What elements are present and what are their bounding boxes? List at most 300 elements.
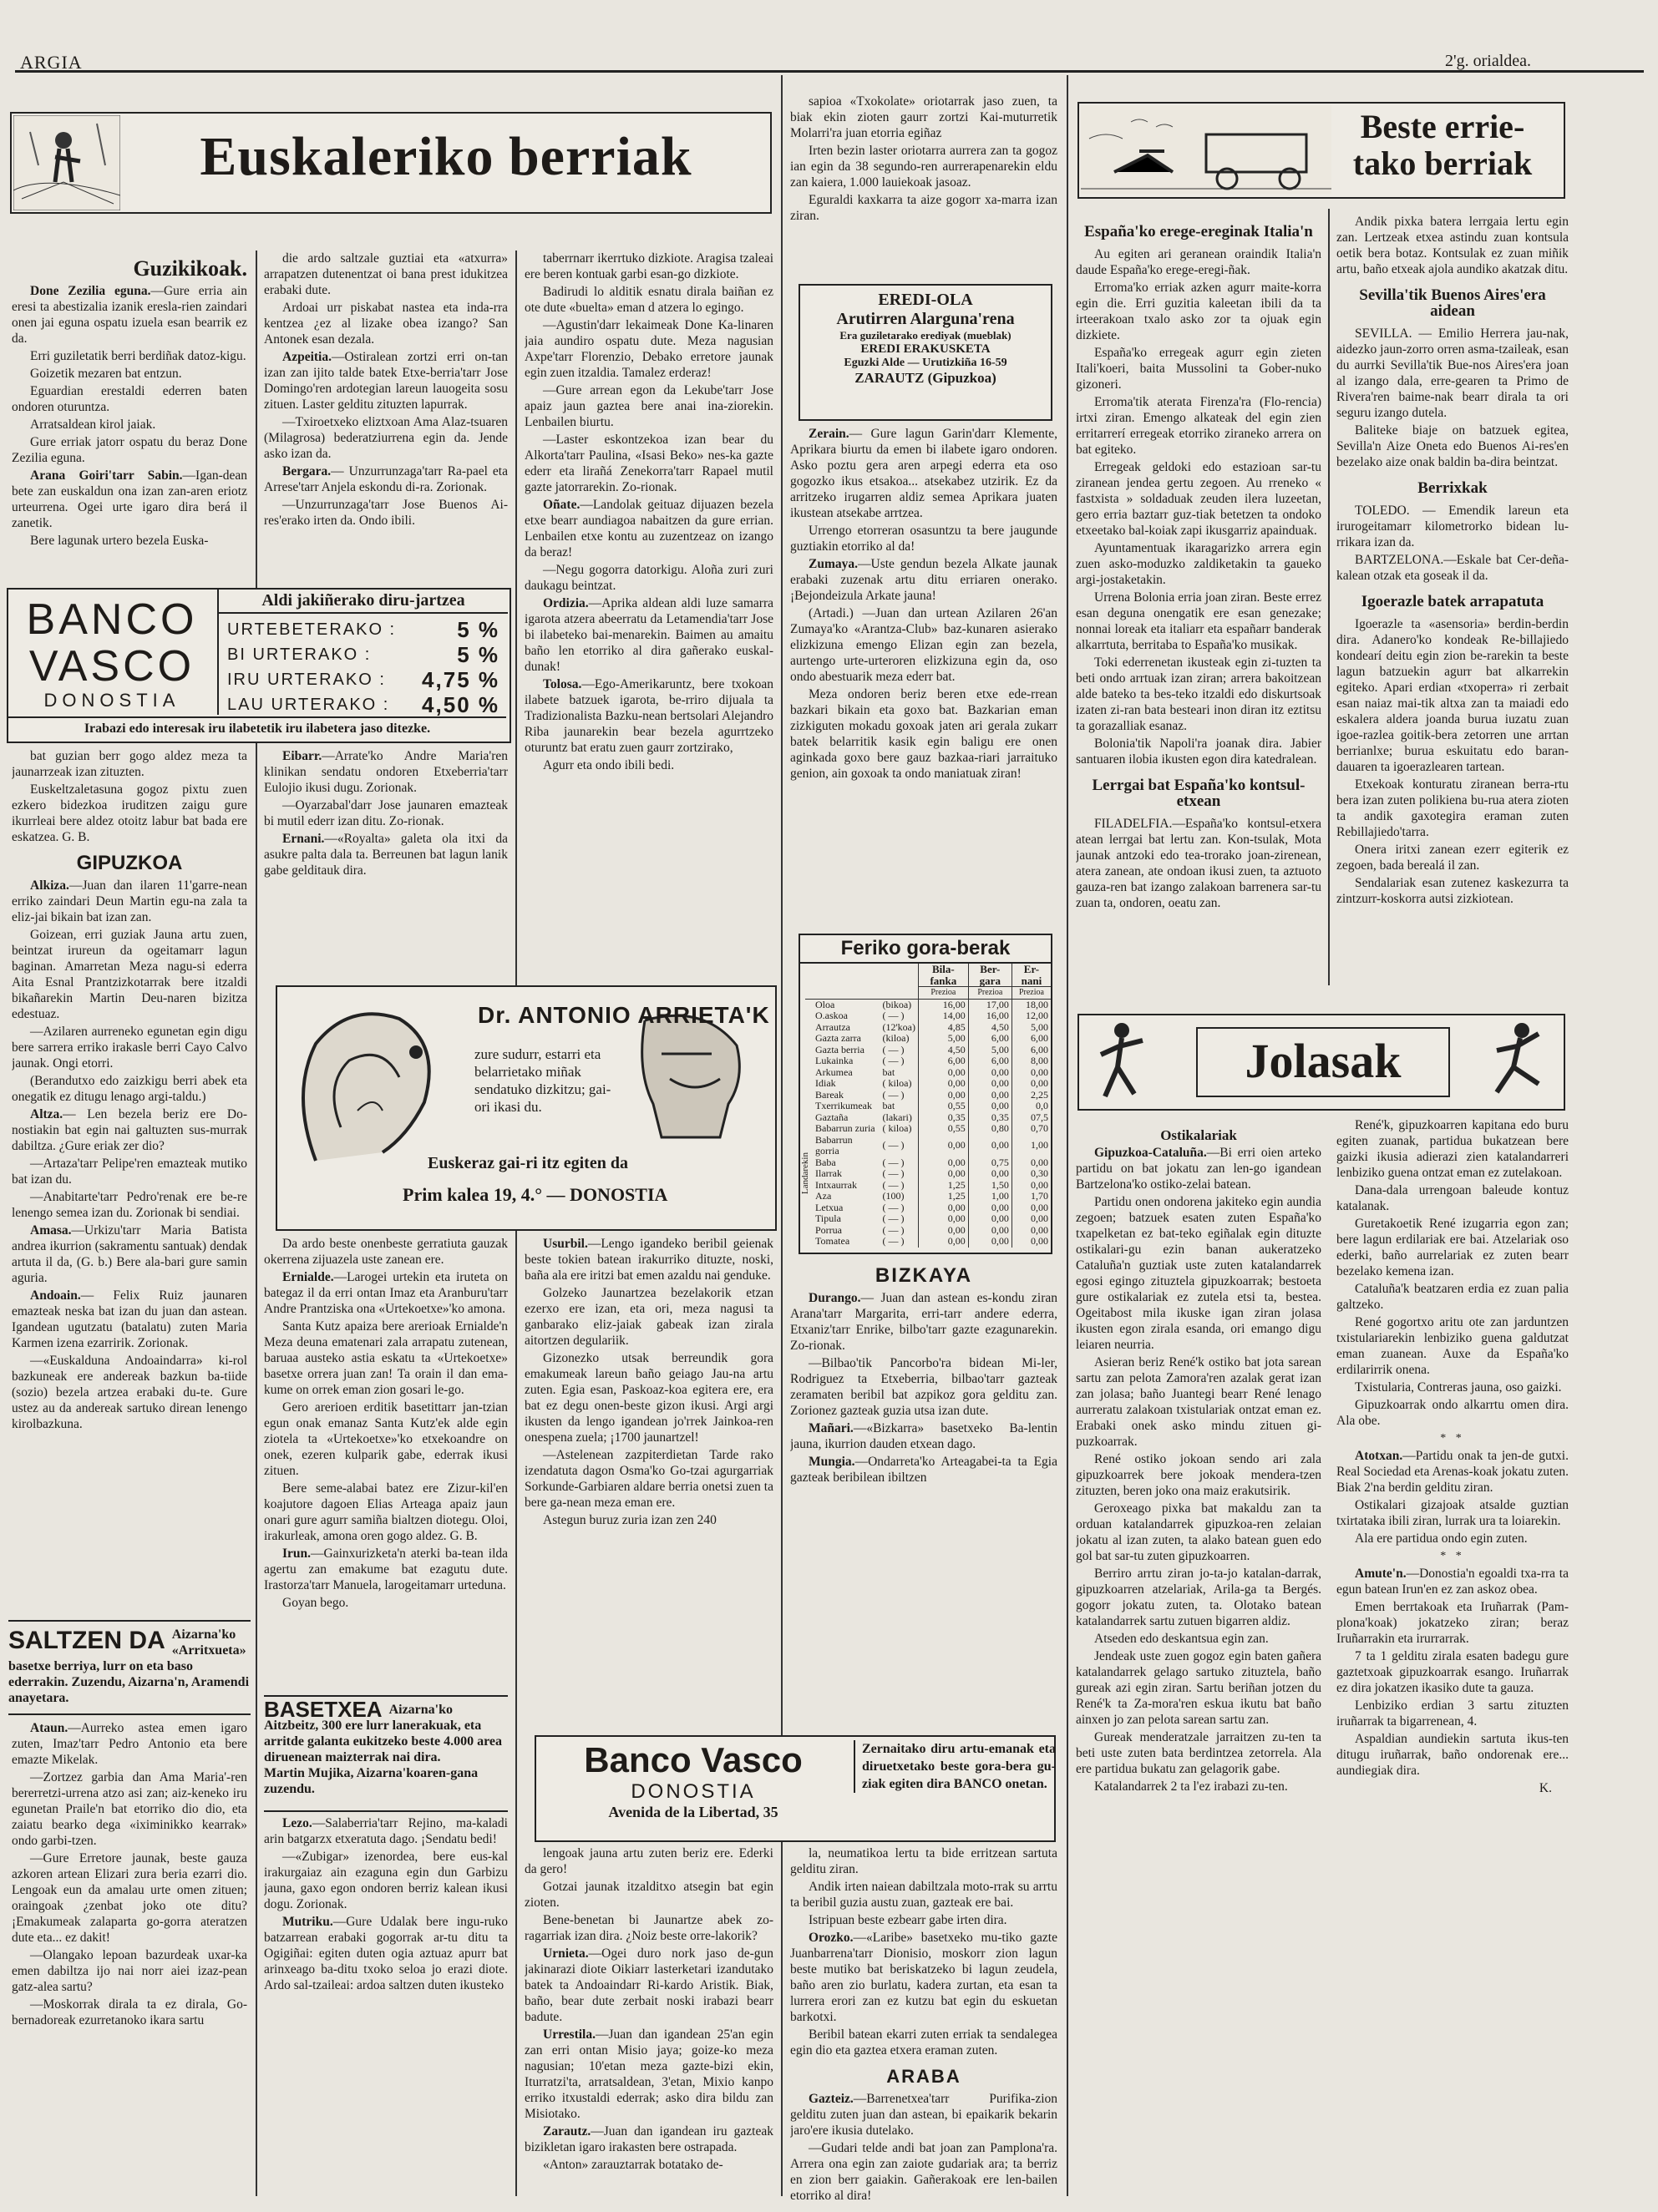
paragraph: 7 ta 1 gelditu zirala esaten badegu gure gaztetxoak gipuzkoarrak esango. Iruñarrak ez dira jokatzen ikasiko dute ta gauza. [1336,1649,1569,1695]
paragraph: René ostiko jokoan sendo ari zala gipuzkoarrek bere jokoak mendera-tzen zituzten, beren joko ona maiz erakutsirik. [1076,1452,1321,1498]
article-col4-bottom [790,1845,1057,2204]
paragraph: —Zortzez garbia dan Ama Maria'-ren bererretzi-urrena atzo asi zan; aiz-keneko iru egunetan Praile'n bat etorriko dio dio, eta zaiatu bearko dega «iximinikko kearrak» ondo garbi-tzen. [12,1770,247,1848]
paragraph: —«Euskalduna Andoaindarra» ki-rol bazkuneak ere andereak bazkun ba-tiide (sozio) bezela artzea erabaki du-te. Gure ustez au da andereak sartuko direan lenengo kirolbazkuna. [12,1354,247,1431]
paragraph-lead: Urnieta. [543,1946,589,1961]
ad-banco-vasco-rates [7,588,511,743]
price-col-header: Er-nani [1012,964,1051,987]
ad-rate-value: 5 % [457,642,499,667]
ad-rate-row [227,642,499,667]
paragraph: Gizonezko utsak berreundik gora emakumeak lareun baño geiago Jau-na artu zuten. Egia esan, Paskoaz-koa egitera ere, era bat ez degu onen-beste gizon ikusi. Argi argi ikusten da lengo igandean jo'rrek Jainkoa-ren onespena zuela; ¡1700 jaunartzel! [525,1351,773,1445]
article-col2-bottom [264,1815,508,2204]
paragraph: —Lengo igandeko beribil geienak beste tokien batean irakurriko dituzte, noski, baña ala ere iritzi bat emen azaldu nai genduke. [525,1237,773,1283]
paragraph: Au egiten ari geranean oraindik Italia'n daude España'ko erege-eregi-ñak. [1076,247,1321,277]
price-cell: ( — ) [882,1167,905,1179]
column-divider [256,251,257,2196]
paragraph: Bere seme-alabai batez ere Zizur-kil'en koajutore dagoen Elias Arteaga apaiz jaun onari gure agurr samiña bialtzen diotegu. Oloi, irakurleak, amona oren gogo aldez. G. B. [264,1481,508,1543]
price-cell: 0,00 [1012,1213,1051,1225]
paragraph: sapioa «Txokolate» oriotarrak jaso zuen, ta biak ekin zioten gaurr zortzi Kai-muturretik Molarri'ra juan etorria egiñaz [790,94,1057,140]
price-row [805,1236,1051,1248]
ad-saltzen-title: SALTZEN DA [8,1627,165,1654]
paragraph: Andik irten naiean dabiltzala moto-rrak su arrtu ta beribil guzia austu zuan, gazteak ere bai. [790,1880,1057,1910]
paragraph: —Ostiralean zortzi erri on-tan izan zan ijito talde batek Etxe-berria'tarr Jose Domingo'ren ardotegian lareun lauogeita sosu zituen. Laster gelditu zituzten lapurrak. [264,350,508,412]
price-row [805,1033,1051,1045]
price-cell: 0,00 [968,1236,1012,1248]
paragraph: Katalandarrek 2 ta l'ez irabazi zu-ten. [1094,1779,1288,1794]
paragraph: Gure erriak jatorr ospatu du beraz Done Zezilia eguna. [12,435,247,465]
banner-left [10,112,772,214]
paragraph-lead: Amute'n. [1355,1567,1407,1581]
price-cell: 0,00 [1012,1180,1051,1192]
ad-dentist-name: Dr. ANTONIO ARRIETA'K [478,1002,770,1028]
paragraph: (Artadi.) —Juan dan urtean Azilaren 26'an Zumaya'ko «Arantza-Club» baz-kunaren asierako elizkizuna emengo Elizan egin zan bezela, aurtengo urte-urteroren elizkizuna egin da, oso ondo abestuarik meza ederr bat. [790,606,1057,684]
paragraph: —Negu gogorra datorkigu. Aloña zuri zuri daukagu beintzat. [525,563,773,593]
ad-rates-footnote: Irabazi edo interesak iru ilabetetik iru ilabetera jaso ditezke. [8,716,506,736]
price-row [805,1213,1051,1225]
paragraph: Emen berrtakoak eta Iruñarrak (Pam-plona'koak) jokatzeko ziran; beraz Iruñarrakin eta irurrarrak. [1336,1600,1569,1646]
paragraph: SEVILLA. — Emilio Herrera jau-nak, aidezko jaun-zorro orren asma-tzaileak, esan du aurrki Sevilla'tik Bue-nos Aires'era joan al izango dala, erre-gearen ta Primo de Rivera'ren baime-nak bearr dirala ta ori seguru izango dutela. [1336,326,1569,420]
article-guzikikoak [12,251,247,585]
ad-eredi-address: Eguzki Alde — Urutizkiña 16-59 [844,357,1007,369]
price-table-title: Feriko gora-berak [800,935,1051,964]
price-cell: ( — ) [882,1235,905,1247]
price-cell: 0,00 [918,1213,968,1225]
price-row [805,1157,1051,1169]
price-cell: 0,00 [918,1168,968,1180]
paragraph: Meza ondoren beriz beren etxe ede-rrean bazkari bikain eta goxo bat. Bazkarian eman zizkiguten mokadu goxoak jaten ari gerala zukarr batek belarritik kasik egin baligu ere onen aginkada goxo bere gauz bazkaa-riari jarraituko genion, ain goxoak ta ondo maniatuak ziran! [790,687,1057,781]
ad-dentist-text: zure sudurr, estarri eta belarrietako miñak sendatuko dizkitzu; gai-ori ikasi du. [474,1046,611,1115]
paragraph: TOLEDO. — Emendik lareun eta irurogeitamarr kilometrorko bidean lu-rrikara izan da. [1336,504,1569,549]
article-col2-lower [264,1236,508,1687]
price-col-header: Bila-fanka [918,964,968,987]
price-cell: bat [882,1066,895,1078]
ad-bank-text: Zernaitako diru artu-emanak eta diruetxetako beste gora-bera gu-ziak egiten dira BANCO onetan. [854,1740,1056,1793]
paragraph-lead: Gipuzkoa-Cataluña. [1094,1146,1207,1160]
price-cell: (12'koa) [882,1020,915,1033]
paragraph-lead: Mañari. [809,1421,854,1435]
paragraph: Onera iritxi zanean ezerr egiterik ez zegoen, bada berealá il zan. [1336,843,1569,873]
banner-left-title: Euskaleriko berriak [200,126,692,187]
paragraph: —Gudari telde andi bat joan zan Pamplona'ra. Arrera ona egin zan zaiote gudariak ara; ta berriz en zion berr gaiakin. Gañerakoak ere len-bailen etorriko al dira! [790,2141,1057,2203]
football-player-icon [1084,1017,1159,1106]
price-cell: Idiak [815,1077,836,1089]
price-cell: 6,00 [968,1033,1012,1045]
paragraph: Dana-dala urrengoan baleude kontuz katalanak. [1336,1183,1569,1213]
price-subheader: Prezioa [1012,987,1051,1000]
ad-rate-label: IRU URTERAKO : [227,671,386,689]
paragraph: —Juan dan igandean 25'an egin zan erri ontan Misio jaya; goize-ko meza nagusian; 10'etan meza gazte-bizi ekin, Iturratzi'ta, arratsaldean, 3'etan, Mixio kanpo erriko itxustaldi ederrak; asko dira bildu zan Misiotako. [525,2027,773,2121]
price-cell: Oloa [815,998,835,1010]
farmer-illustration-icon [13,115,120,210]
price-cell: 0,35 [968,1112,1012,1124]
price-cell: Gazta zarra [815,1032,861,1044]
paragraph: Berriro arrtu ziran jo-ta-jo katalan-darrak, gipuzkoarren atzelariak, Arila-ga ta Bergés. gogorr jokatu zuten, ta. Olotako batean katalandarrek sartu zutuen bigarren aldiz. [1076,1567,1321,1628]
price-cell: 0,00 [918,1067,968,1079]
paragraph: —Aprika aldean aldi luze samarra igarota atzera abeerratu da Letamendia'tarr Jose bi ilabeteko bai-menarekin. Baimen au amaitu baño len etorriko al dira gañerako euskal-dunak! [525,596,773,674]
section-title: Berrixkak [1417,479,1488,497]
price-cell: bat [882,1100,895,1111]
paragraph: —«Zubigar» izenordea, bere eus-kal irakurgaiaz ain ezaguna egin dun Garbizu jauna, gaxo egon ondoren berriz kalean ikusi dogu. Zorionak. [264,1850,508,1911]
paragraph: die ardo saltzale guztiai eta «atxurra» arrapatzen dutenentzat oi bana prest idukitzea erabaki dute. [264,251,508,297]
masthead-name: ARGIA [20,52,83,73]
ad-rate-value: 4,50 % [422,692,499,717]
ad-eredi-owner: Arutirren Alarguna'rena [836,310,1015,328]
paragraph-lead: Zarautz. [543,2124,591,2139]
price-cell: Gaztaña [815,1111,849,1123]
paragraph-lead: Eibarr. [282,749,322,763]
ad-eredi-ola [799,284,1052,421]
paragraph: Atseden edo deskantsua egin zan. [1094,1632,1269,1646]
paragraph: Santa Kutz apaiza bere arerioak Ernialde'n Meza deuna ematenari zala arrapatu zutenean, baruaa austeko astia eskatu ta «Urtekoetxe» basetxe orrera juan zan! Ta orain il dan ema-kume on orrek eman zion gosari le-go. [264,1319,508,1397]
paragraph: —Artaza'tarr Pelipe'ren emazteak mutiko bat izan du. [12,1157,247,1187]
price-cell: 0,00 [918,1135,968,1157]
price-cell: O.askoa [815,1010,848,1021]
paragraph: —Juan dan ilaren 11'garre-nean erriko zaindari Deun Martin egu-na zala ta eliz-jai bikain bat izan zan. [12,878,247,924]
paragraph: Geroxeago pixka bat makaldu zan ta orduan katalandarrek gipuzkoa-ren zelaian jokatu al izan zuten, ta alako batean guen edo gol bat sar-tu zuten gipuzkoarren. [1076,1501,1321,1563]
section-title: Lerrgai bat España'ko kontsul-etxean [1092,777,1306,810]
ad-bank-name: BANCO [26,595,198,644]
paragraph: Astegun buruz zuria izan zen 240 [543,1513,717,1527]
price-cell: 0,00 [968,1225,1012,1237]
price-cell: Aza [815,1190,832,1202]
price-cell: 0,00 [918,1157,968,1169]
price-cell: ( — ) [882,1010,905,1021]
price-subheader: Prezioa [918,987,968,1000]
price-cell: ( — ) [882,1156,905,1168]
paragraph: Andik pixka batera lerrgaia lertu egin zan. Lertzeak etxea astindu zuan kontsula oetik bera botaz. Kontsulak ez zuan miñik artu, baño etxeak ajola aundiko akatzak ditu. [1336,215,1569,276]
paragraph: —Anabitarte'tarr Pedro'renak ere be-re lenengo semea izan du. Zorionak bi sendiai. [12,1190,247,1220]
column-divider [781,75,783,2196]
price-cell: Bareak [815,1088,844,1101]
article-col4-mid [790,426,1057,927]
price-cell: 0,00 [1012,1225,1051,1237]
paragraph: —Ego-Amerikaruntz, bere txokoan ilabete batzuek igarota, be-rriro dijuala ta Tradizionalista Bazku-nean bertsolari Alejandro Riba jaunarekin bear bezela agurrtzeko oturuntz bat eratu zuen gaurr zortzirako, [525,677,773,755]
paragraph: —«Royalta» galeta ola itxi da asukre palta dala ta. Berreunen bat lagun lanik gabe gelditauk dira. [264,832,508,878]
ad-bank-city: DONOSTIA [631,1780,756,1803]
price-cell: (bikoa) [882,998,912,1010]
price-cell: 5,00 [918,1033,968,1045]
column-divider [1067,75,1068,2196]
price-cell: Porrua [815,1223,842,1236]
ad-dentist [276,985,777,1231]
paragraph-lead: Mutriku. [282,1915,333,1929]
paragraph: la, neumatikoa lertu ta bide erritzean sartuta gelditu ziran. [790,1846,1057,1876]
paragraph: Eguraldi kaxkarra ta aize gogorr xa-marra izan ziran. [790,193,1057,223]
price-cell: ( — ) [882,1223,905,1236]
paragraph: Irten bezin laster oriotarra aurrera zan ta gogoz ian egin da 38 segundo-ren aurrerapenarekin eldu zan kaiera, 1.000 lauiekoak jasoaz. [790,144,1057,190]
ad-rate-row [227,692,499,717]
price-cell: ( — ) [882,1212,905,1224]
price-cell: 14,00 [918,1010,968,1022]
price-cell: 18,00 [1012,999,1051,1010]
paragraph-lead: Zerain. [809,427,849,441]
price-cell: ( — ) [882,1088,905,1101]
paragraph: — Gure lagun Garin'darr Klemente, Aprikara biurtu da emen bi ilabete igaro ondoren. Asko poztu gera aren arpegi ederra eta oso gogozko ikus etsakoa... atsekabez utzirik. Ez da arritzeko irugarren aldiz semea Aprikara juaten ikustean atsekabe arrtzea. [790,427,1057,520]
paragraph-lead: Usurbil. [543,1237,588,1251]
ad-rate-row [227,617,499,642]
price-cell: Tipula [815,1212,841,1224]
paragraph-lead: Mungia. [809,1455,855,1469]
paragraph-lead: Tolosa. [543,677,582,691]
paragraph: —Astelenean zazpiterdietan Tarde rako izendatuta dagon Osma'ko Go-tzai agurgarriak Sorkunde-Garbiaren aldare berria onetsi zuen ta bere ga-nean meza eman ere. [525,1448,773,1510]
paragraph: —Gure Udalak bere ingu-ruko batzarrean erabaki gogorrak ar-tu ditu ta Ogigiñai: egiten duten ogia aztuaz apurr bat arinxeago ba-ditu txoko seloa jo erazi diote. Ardo sal-tzaileai: ardoa saltzen duten ikusteko [264,1915,508,1992]
ad-eredi-city: ZARAUTZ (Gipuzkoa) [854,370,996,386]
price-cell: Arrautza [815,1020,850,1033]
price-cell: ( — ) [882,1055,905,1066]
price-cell: 0,00 [918,1078,968,1090]
ad-dentist-language: Euskeraz gai-ri itz egiten da [428,1154,628,1172]
ad-bank-address: Avenida de la Libertad, 35 [608,1804,778,1820]
page-number: 2'g. orialdea. [1445,52,1532,70]
price-cell: 12,00 [1012,1010,1051,1022]
price-cell: 0,00 [968,1090,1012,1101]
paragraph-lead: Irun. [282,1546,312,1561]
ad-rate-label: URTEBETERAKO : [227,620,397,639]
paragraph: —Donostia'n egoaldi txa-rra ta egun batean Irun'en ez zan askoz obea. [1336,1567,1569,1597]
price-row [805,1180,1051,1192]
paragraph: Istripuan beste ezbearr gabe irten dira. [809,1913,1007,1927]
article-col2-top [264,251,508,585]
price-cell: 4,85 [918,1022,968,1034]
paragraph: — Juan dan astean es-kondu ziran Arana'tarr Margarita, erri-tarr andere ederra, Etxaniz'tarr Enrike, bilbo'tarr gazte ezagunarekin. Zo-rionak. [790,1291,1057,1353]
ad-rate-value: 4,75 % [422,667,499,692]
separator-stars: * * [1440,1550,1465,1562]
coach-illustration-icon [1081,105,1331,194]
price-cell: ( — ) [882,1139,905,1152]
paragraph-lead: Azpeitia. [282,350,332,364]
paragraph: — Len bezela beriz ere Do-nostiakin bat egin nai galtuzten sus-murrak dabiltza. ¿Gure eriak zer dio? [12,1107,247,1153]
paragraph: Goizean, erri guziak Jauna artu zuen, beintzat irureun da ogeitamarr lagun baginan. Amarretan Meza nagu-si ederra Aita Esnal Prantzizkotarrak bere itzaldi bikañarekin Martin Deu-naren bizitza edestuaz. [12,928,247,1021]
price-cell: 5,00 [1012,1022,1051,1034]
price-cell: 0,0 [1012,1101,1051,1112]
paragraph-lead: Oñate. [543,498,581,512]
price-cell: 0,00 [1012,1067,1051,1079]
paragraph: lengoak jauna artu zuten beriz ere. Ederki da gero! [525,1846,773,1876]
section-title: GIPUZKOA [76,852,183,874]
paragraph: Toki ederrenetan ikusteak egin zi-tuzten ta beti ondo arrtuak izan ziran; arrera bakoitzean alde bateko ta bes-teko itzaldi edo diskurtsoak izaten zi-ran bata besteari inon diran itz eztitsu ta gorazalliak esanaz. [1076,656,1321,733]
article-bizkaya [790,1258,1057,1725]
paragraph: «Anton» zarauztarrak botatako de- [543,2158,723,2172]
price-cell: 0,00 [968,1168,1012,1180]
price-row [805,1101,1051,1112]
paragraph: —Partidu onak ta jen-de gutxi. Real Sociedad eta Arenas-koak jokatu zuten. Biak 2'na berdin gelditu ziran. [1336,1449,1569,1495]
paragraph: René gogortxo aritu ote zan jarduntzen txistulariarekin lenbiziko guena galdutzat eman zuanean. Auxe da España'ko erdilarirrik onena. [1336,1315,1569,1377]
ad-bank-name: VASCO [28,642,195,691]
price-cell: 4,50 [918,1045,968,1056]
paragraph: —«Bizkarra» basetxeko Ba-lentin jauna, ikurrion dauden etxean dago. [790,1421,1057,1451]
paragraph: —Salaberria'tarr Rejino, ma-kaladi arin batgarzx etxeratuta dago. ¡Sendatu bedi! [264,1816,508,1846]
paragraph-lead: Orozko. [809,1931,854,1945]
paragraph: —Bi erri oien arteko partidu on bat jokatu zan len-go igandean Bartzelona'ko ostiko-zelai batean. [1076,1146,1321,1192]
ad-rate-label: BI URTERAKO : [227,645,372,664]
section-title: Sevilla'tik Buenos Aires'era aidean [1359,286,1546,320]
paragraph: — Felix Ruiz jaunaren emazteak neska bat izan du juan dan astean. Igandean ugutzatu (batalatu) zuten Maria Karmen izena ezarririk. Zorionak. [12,1288,247,1350]
price-cell: 0,75 [968,1157,1012,1169]
paragraph-lead: Done Zezilia eguna. [30,284,151,298]
paragraph: Cataluña'k beatzaren erdia ez zuan palia galtzeko. [1336,1282,1569,1312]
paragraph: Ardoai urr piskabat nastea eta inda-rra kentzea ¿ez al lizake obea izango? San Antonek esan dezala. [264,301,508,347]
paragraph: Eguardian erestaldi ederren baten ondoren oturuntza. [12,384,247,414]
article-jolasak-1 [1076,1117,1321,2203]
paragraph: —Landolak geituaz dijuazen bezela etxe bearr aundiagoa nabaitzen da gure errian. Lenbailen etxe kontu au zuzentzeaz on izango da beraz! [525,498,773,559]
price-col-header: Ber-gara [968,964,1012,987]
paragraph: Asieran beriz René'k ostiko bat jota sarean sartu zan pelota Zamora'ren azalak gerat izan zan jolasa; baño Juantegi bearr René lenago aurreratu zalakoan txistulariak ontzat eman ez. Erabaki onek asko mindu zituen gi-puzkoarrak. [1076,1355,1321,1449]
price-row [805,1168,1051,1180]
ad-rate-value: 5 % [457,617,499,642]
price-cell: 6,00 [1012,1033,1051,1045]
price-cell: 0,00 [1012,1078,1051,1090]
price-row [805,1202,1051,1214]
price-cell: 5,00 [968,1045,1012,1056]
paragraph: Euskeltzaletasuna gogoz pixtu zuen ezkero bidezkoa iruditzen zaigu gure ikurrleai bere aldez otoitz labur bat bada ere eskatzea. G. B. [12,782,247,844]
paragraph: BARTZELONA.—Eskale bat Cer-deña-kalean otzak eta goseak il da. [1336,553,1569,583]
paragraph: Bene-benetan bi Jaunartze abek zo-ragarriak izan dira. ¿Noiz beste orre-lakorik? [525,1913,773,1943]
price-cell: 16,00 [918,999,968,1010]
paragraph: Arratsaldean kirol jaiak. [30,418,156,432]
price-cell: ( kiloa) [882,1122,912,1134]
price-table [805,964,1051,1248]
paragraph: Erregeak geldoki edo estazioan sar-tu ziranean jendea gertu zegoen. Au rreneko « fastxista » soldaduak zeuden ilera luzeetan, gero erria baztarr guz-tiak betetzen ta ondoko etxeetako bal-koiak zapi ikusgarriz apainduak. [1076,460,1321,538]
price-cell: 0,00 [918,1236,968,1248]
paragraph: Ostikalari gizajoak atsalde guztian txirtataka ibili ziran, lurrak ura ta loiarekin. [1336,1498,1569,1528]
paragraph-lead: Lezo. [282,1816,312,1830]
ad-basetxea [264,1695,508,1812]
section-title: Guzikikoak. [133,256,247,281]
paragraph: Goyan bego. [282,1596,349,1610]
paragraph-lead: Ernialde. [282,1270,334,1284]
price-cell: Lukainka [815,1055,854,1066]
paragraph: —Olangako lepoan bazurdeak uxar-ka emen dabiltza ijo nai norr aiei izaz-pean gatz-alea sartu? [12,1948,247,1994]
paragraph: Etxekoak konturatu ziranean berra-rtu bera izan zuten polikiena bu-rua atera zioten ta andik gaxotegira eraman zuten Rebillajiedo'tarra. [1336,777,1569,839]
paragraph: —Urkizu'tarr Maria Batista andrea ikurrion (sakramentu santuak) dendak artuta il da, (G. b.) Bere ala-bari gure samin aguria. [12,1223,247,1285]
paragraph-lead: Alkiza. [30,878,69,893]
column-divider [1328,209,1330,985]
paragraph: —Gure arrean egon da Lekube'tarr Jose apaiz jaun gaztea bere anai ina-ziorekin. Lenbailen biurtu. [525,383,773,429]
paragraph-lead: Durango. [809,1291,861,1305]
paragraph-lead: Urrestila. [543,2027,596,2042]
paragraph: —Igan-dean bete zan euskaldun ona izan zan-aren eriotz urteurrena. Ogei urte igaro dira berá il zanetik. [12,468,247,530]
price-cell: 0,35 [918,1112,968,1124]
ad-saltzen-text: Aizarna'ko «Arritxueta» basetxe berriya, lurr on eta baso ederrakin. Zuzendu, Aizarna'n, Aramendi anayetara. [8,1627,250,1705]
price-cell: Letxua [815,1201,844,1213]
paragraph-lead: Atotxan. [1355,1449,1403,1463]
price-cell: 6,00 [1012,1045,1051,1056]
paragraph: Lenbiziko erdian 3 sartu zituzten iruñarrak ta bigarrenean, 4. [1336,1698,1569,1729]
separator-stars: * * [1440,1432,1465,1445]
paragraph-lead: Bergara. [282,464,332,478]
price-cell: Arkumea [815,1066,853,1078]
ad-rate-label: LAU URTERAKO : [227,696,390,714]
paragraph-lead: Ernani. [282,832,325,846]
ad-basetxea-text: Aizarna'ko Aitzbeitz, 300 ere lurr lanerakuak, eta arritde galanta eukitzeko beste 4.000 area diruenean maizterrak nai dira. [264,1703,502,1764]
paragraph: Urrengo etorreran osasuntzu ta bere jaugunde guztiakin etorriko al da! [790,524,1057,554]
price-cell: 0,00 [918,1225,968,1237]
paragraph: Ayuntamentuak ikaragarizko arrera egin zuen asko-moduzko zaldiketakin ta gaueko argi-jostaketakin. [1076,541,1321,587]
article-col3-bottom [525,1845,773,2204]
paragraph: —Txiroetxeko eliztxoan Ama Alaz-tsuaren (Milagrosa) bederatziurrena egin da. Jende asko izan da. [264,415,508,461]
price-cell: 0,00 [968,1101,1012,1112]
price-cell: 0,00 [1012,1236,1051,1248]
section-title: BIZKAYA [875,1264,973,1287]
ad-basetxea-title: BASETXEA [264,1697,383,1722]
paragraph: Urrena Bolonia erria joan ziran. Beste errez esan deguna onengatik ere esan genezake; nonnai loreak eta italiarr eta españarr banderak alkarrtuta, berritaba to España'ko musikak. [1076,590,1321,652]
price-cell: 1,70 [1012,1191,1051,1202]
section-title: ARABA [886,2066,961,2087]
paragraph: Golzeko Jaunartzea bezelakorik etzan ezerxo ere izan, eta ori, meza nagusi ta ganbarako eliz-jaiak gabeak izan zirala aitortzen degulariik. [525,1286,773,1348]
article-col3-top [525,251,773,977]
paragraph: Ala ere partidua ondo egin zuten. [1355,1531,1528,1546]
paragraph: Gureak menderatzale jarraitzen zu-ten ta beti uste zuten bata berdintzea zetorrela. Ala ere partidua bukatu zan gelagorik gabe. [1076,1730,1321,1776]
price-row [805,1135,1051,1157]
paragraph: Gero arerioen erditik basetittarr jan-tzian egun onak emanaz Santa Kutz'ek alde egin ziotela ta «Urtekoetxe»'ko etxekoandre on onek, ezeren kulparik gabe, ederrak ikusi zituen. [264,1400,508,1478]
paragraph: Erroma'tik aterata Firenza'ra (Flo-rencia) irtxi ziran. Emengo alkateak del egin zien erritarrerí erregeak etorriko ziraneko arrera on bat egiteko. [1076,395,1321,457]
article-beste-erri-2 [1336,214,1569,990]
ad-bank-title: Banco Vasco [584,1740,803,1779]
paragraph-lead: Gazteiz. [809,2092,854,2106]
price-cell: 0,00 [918,1202,968,1214]
paragraph: —Larogei urtekin eta iruteta on bategaz il da erri ontan Imaz eta Aranburu'tarr Andre Prantziska ona «Urtekoetxe»'ko amona. [264,1270,508,1316]
paragraph-lead: Amasa. [30,1223,72,1238]
article-gipuzkoa [12,748,247,1617]
ad-rate-row [227,667,499,692]
price-cell: Txerrikumeak [815,1100,872,1111]
price-row [805,1067,1051,1079]
paragraph-lead: Andoain. [30,1288,81,1303]
paragraph: Sendalariak esan zutenez kaskezurra ta zintzurr-koskorra autsi zizkiotean. [1336,876,1569,906]
paragraph: —«Laribe» basetxeko mu-tiko gazte Juanbarrena'tarr Dionisio, moskorr zion lagun beste mutiko bat beriskatzeko bi lagun zeudela, baño aren zio burlatu, kadera zurtan, eta esan ta lurrera erori zan ez kutzu bat egin du eskuetan barkotxi. [790,1931,1057,2024]
paragraph: Aspaldian aundiekin sartuta ikus-ten ditugu iruñarrak, baño ondorenak ere... aundiegiak dira. [1336,1732,1569,1778]
paragraph: Jendeak uste zuen gogoz egin baten gañera katalandarrek gelago sartuko zituztela, baño gureak azi egin ziran. Sartu beriñan jotzen du René'k ta Za-mora'ren eskua ikutu bat baño ainxen jo zan pelota sarean sartu zan. [1076,1649,1321,1727]
price-cell: 1,00 [1012,1135,1051,1157]
article-col4-top [790,94,1057,269]
paragraph: —Arrate'ko Andre Maria'ren klinikan sendatu ondoren Etxeberria'tarr Eulojio ikusi dugu. Zorionak. [264,749,508,795]
price-cell: 0,00 [918,1090,968,1101]
paragraph: FILADELFIA.—España'ko kontsul-etxera atean lerrgai bat lertu zan. Kon-tsulak, Mota jaunak antzoki edo tea-trorako joan-zirenean, atera zanean, ate ondoan ikusi zuen, ta aztuoto gauza-ren bat izango zalakoan barrenera sar-tu zuan ta, ondoren, oeatu zan. [1076,817,1321,910]
paragraph: —Ogei duro nork jaso de-gun jakinarazi diote Oikiarr lasterketari izandutako batek ta Andoaindarr Ri-kardo Aristik. Biak, baño, bear dute zerbait noski irabazi bearr badute. [525,1946,773,2024]
paragraph: Gotzai jaunak itzalditxo atsegin bat egin zioten. [525,1880,773,1910]
price-row [805,1022,1051,1034]
price-table-box [799,934,1052,1254]
price-cell: Ilarrak [815,1167,842,1179]
paragraph: —Oyarzabal'darr Jose jaunaren emazteak bi mutil ederr izan ditu. Zo-rionak. [264,798,508,828]
price-cell: 8,00 [1012,1055,1051,1067]
price-cell: ( kiloa) [882,1077,912,1089]
price-cell: Gazta berria [815,1043,864,1055]
paragraph: Partidu onen ondorena jakiteko egin aundia zegoen; batzuek esaten zuten España'ko txapelketan ez bat-teko egiñalak egin dituzte ostikalari-gu ezin banan aukeratzeko Cataluña'n guztiak uste zuten katalandarrek egosi egingo zituztela gipuzkoarrak; bestoeta gure ostikalariak ez zutela etsi ta, bestea. Ogeitabost mila ikuske igan ziran jolasa ikusten egon zirala esanda, ori emango digu leiaren neurria. [1076,1195,1321,1352]
price-cell: 17,00 [968,999,1012,1010]
price-cell: 1,00 [968,1191,1012,1202]
paragraph-lead: Altza. [30,1107,63,1121]
paragraph: España'ko erregeak agurr egin zieten Itali'koeri, baita Mussolini ta Gober-nuko gizoneri. [1076,346,1321,392]
price-cell: ( — ) [882,1178,905,1191]
ad-eredi-title: EREDI-OLA [878,291,973,309]
price-cell: 6,00 [918,1055,968,1067]
banner-jolasak [1077,1014,1565,1111]
paragraph: —Juan dan igandean iru gazteak bizikletan igaro irakasten bere ostrapada. [525,2124,773,2154]
price-cell: 0,00 [968,1078,1012,1090]
price-cell: 6,00 [968,1055,1012,1067]
price-cell: Tomatea [815,1235,850,1247]
price-cell: 0,00 [968,1213,1012,1225]
paragraph-lead: Ataun. [30,1721,68,1735]
price-cell: 1,25 [918,1191,968,1202]
article-col3-mid [525,1236,773,1729]
paragraph: Baliteke biaje on batzuek egitea, Sevilla'n Aize Oneta edo Buenos Ai-res'en bezelako aize onak baldin ba-dira beintzat. [1336,423,1569,469]
athlete-runner-icon [1480,1017,1555,1106]
price-cell: Babarrun zuria [815,1122,875,1134]
article-beste-erri-1 [1076,214,1321,990]
paragraph: —Laster eskontzekoa izan bear du Alkorta'tarr Paulina, «Isasi Beko» nes-ka gazte ederr eta lirañá Zenekorra'tarr Rapael mutil gazte jatorrarekin. Zo-rionak. [525,433,773,494]
article-signature: K. [1539,1781,1552,1795]
